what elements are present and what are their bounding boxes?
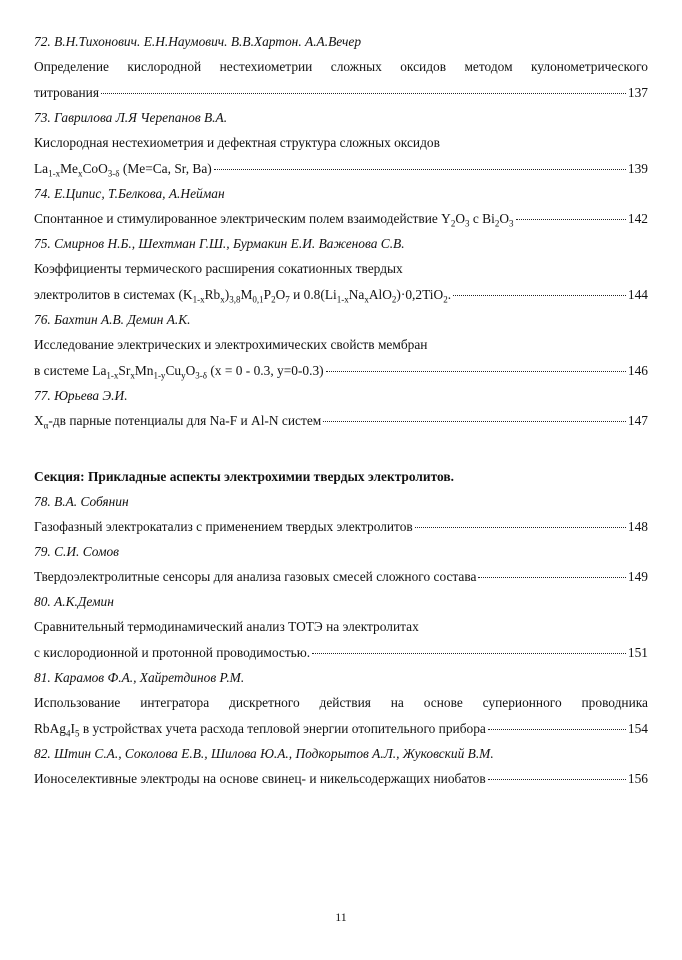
entry-page-number: 139: [627, 161, 648, 176]
toc-row[interactable]: [34, 282, 648, 308]
entry-title: $X_\alpha-дв$ парные потенциалы для Na-F и Al-N систем: [34, 413, 322, 431]
toc-row[interactable]: [34, 766, 648, 792]
toc-entry: [34, 308, 648, 384]
entry-page-number: 151: [627, 645, 648, 660]
toc-entry: [34, 182, 648, 232]
toc-row[interactable]: [34, 716, 648, 742]
entry-title: электролитов в системах $(K_{1-x}Rb_x)_{3,8}M_{0,1}P_2O_7$ и $0.8(Li_{1-x}Na_xAlO_2)\cdot 0,2TiO_2$.: [34, 287, 452, 305]
entry-title-line: Использование интегратора дискретного действия на основе суперионного проводника: [34, 695, 648, 710]
page-number: 11: [335, 910, 347, 924]
entry-authors: 74. Е.Ципис, Т.Белкова, А.Нейман: [34, 186, 225, 201]
dot-leader: [312, 652, 626, 654]
dot-leader: [101, 92, 626, 94]
toc-entry: [34, 384, 648, 434]
toc-entry: [34, 490, 648, 540]
entry-title-line: Кислородная нестехиометрия и дефектная структура сложных оксидов: [34, 135, 440, 150]
toc-entry: [34, 106, 648, 182]
entry-title: $La_{1-x}Me_xCoO_{3-\delta}$ (Me=Ca, Sr, Ba): [34, 161, 212, 179]
entry-authors: 77. Юрьева Э.И.: [34, 388, 128, 403]
toc-list: [34, 490, 648, 792]
toc-row[interactable]: [34, 514, 648, 540]
section-title: Секция: Прикладные аспекты электрохимии твердых электролитов.: [34, 469, 454, 484]
dot-leader: [326, 370, 626, 372]
toc-entry: [34, 30, 648, 106]
entry-authors: 73. Гаврилова Л.Я Черепанов В.А.: [34, 110, 228, 125]
entry-title: $RbAg_4I_5$ в устройствах учета расхода тепловой энергии отопительного прибора: [34, 721, 486, 739]
entry-authors: 72. В.Н.Тихонович. Е.Н.Наумович. В.В.Хартон. А.А.Вечер: [34, 34, 362, 49]
toc-row[interactable]: [34, 206, 648, 232]
entry-authors: 81. Карамов Ф.А., Хайретдинов Р.М.: [34, 670, 245, 685]
entry-title: титрования: [34, 85, 100, 100]
entry-title: Твердоэлектролитные сенсоры для анализа газовых смесей сложного состава: [34, 569, 477, 584]
entry-title: Газофазный электрокатализ с применением твердых электролитов: [34, 519, 413, 534]
toc-entry: [34, 666, 648, 742]
entry-title-line: Сравнительный термодинамический анализ ТОТЭ на электролитах: [34, 619, 419, 634]
entry-page-number: 144: [627, 287, 648, 302]
toc-row[interactable]: [34, 564, 648, 590]
toc-entry: [34, 540, 648, 590]
entry-page-number: 149: [627, 569, 648, 584]
entry-title-line: Определение кислородной нестехиометрии сложных оксидов методом кулонометрического: [34, 59, 648, 74]
toc-page: [34, 30, 648, 792]
toc-row[interactable]: [34, 80, 648, 106]
dot-leader: [488, 778, 626, 780]
dot-leader: [415, 526, 626, 528]
entry-authors: 76. Бахтин А.В. Демин А.К.: [34, 312, 191, 327]
toc-row[interactable]: [34, 408, 648, 434]
entry-page-number: 137: [627, 85, 648, 100]
dot-leader: [478, 576, 625, 578]
entry-title: Спонтанное и стимулированное электрическим полем взаимодействие $Y_2O_3$ с $Bi_2O_3$: [34, 211, 514, 229]
entry-title: в системе $La_{1-x}Sr_xMn_{1-y}Cu_yO_{3-\delta}$ (x = 0 - 0.3, y=0-0.3): [34, 363, 324, 381]
toc-entry: [34, 742, 648, 792]
entry-authors: 78. В.А. Собянин: [34, 494, 129, 509]
toc-row[interactable]: [34, 156, 648, 182]
entry-page-number: 146: [627, 363, 648, 378]
toc-row[interactable]: [34, 640, 648, 666]
entry-authors: 75. Смирнов Н.Б., Шехтман Г.Ш., Бурмакин Е.И. Важенова С.В.: [34, 236, 405, 251]
entry-authors: 82. Штин С.А., Соколова Е.В., Шилова Ю.А., Подкорытов А.Л., Жуковский В.М.: [34, 746, 494, 761]
dot-leader: [488, 728, 626, 730]
entry-page-number: 142: [627, 211, 648, 226]
entry-title-line: Исследование электрических и электрохимических свойств мембран: [34, 337, 428, 352]
dot-leader: [323, 420, 626, 422]
entry-page-number: 154: [627, 721, 648, 736]
entry-page-number: 148: [627, 519, 648, 534]
dot-leader: [516, 218, 626, 220]
entry-title: с кислородионной и протонной проводимостью.: [34, 645, 311, 660]
entry-page-number: 147: [627, 413, 648, 428]
dot-leader: [214, 168, 626, 170]
entry-page-number: 156: [627, 771, 648, 786]
entry-authors: 79. С.И. Сомов: [34, 544, 119, 559]
entry-title: Ионоселективные электроды на основе свинец- и никельсодержащих ниобатов: [34, 771, 486, 786]
toc-list: [34, 30, 648, 434]
dot-leader: [453, 294, 626, 296]
toc-entry: [34, 590, 648, 666]
entry-title-line: Коэффициенты термического расширения сокатионных твердых: [34, 261, 403, 276]
entry-authors: 80. А.К.Демин: [34, 594, 114, 609]
toc-row[interactable]: [34, 358, 648, 384]
toc-entry: [34, 232, 648, 308]
